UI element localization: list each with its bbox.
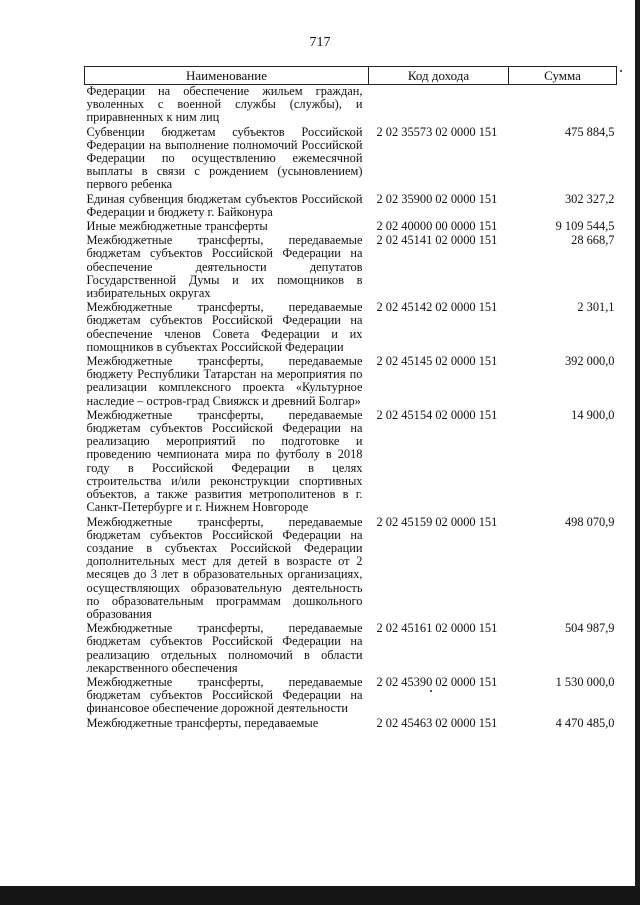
header-code: Код дохода: [369, 67, 509, 85]
scan-speck: [620, 70, 622, 72]
scan-edge-bottom: [0, 886, 640, 905]
row-name: Межбюджетные трансферты, передаваемые бюджетам субъектов Российской Федерации на реализацию отдельных полномочий в области лекарственного обеспечения: [86, 621, 363, 675]
header-sum: Сумма: [509, 67, 617, 85]
scan-edge-right: [635, 0, 640, 905]
row-sum: 1 530 000,0: [555, 674, 615, 689]
revenue-table: [84, 66, 617, 731]
row-code: 2 02 45159 02 0000 151: [376, 514, 498, 529]
row-name: Межбюджетные трансферты, передаваемые бюджету Республики Татарстан на мероприятия по реализации комплексного проекта «Культурное наследие – остров-град Свияжск и древний Болгар»: [86, 354, 363, 408]
row-name: Единая субвенция бюджетам субъектов Российской Федерации и бюджету г. Байконура: [86, 191, 363, 219]
row-name: Межбюджетные трансферты, передаваемые: [86, 715, 319, 730]
row-name: Межбюджетные трансферты, передаваемые бюджетам субъектов Российской Федерации на реализацию мероприятий по подготовке и проведению чемпионата мира по футболу в 2018 году в Российской Федерации в целях строительства и/или реконструкции спортивных объектов, а также развития метрополитенов в г. Санкт-Петербурге и г. Нижнем Новгороде: [86, 407, 363, 515]
row-sum: 392 000,0: [564, 354, 615, 369]
page-number: 717: [309, 35, 331, 50]
row-code: 2 02 45154 02 0000 151: [376, 407, 498, 422]
table-row: [85, 126, 617, 193]
table-row: [85, 516, 617, 623]
row-name: Субвенции бюджетам субъектов Российской Федерации на выполнение полномочий Российской Федерации по осуществлению ежемесячной выплаты в связи с рождением (усыновлением) первого ребенка: [86, 124, 363, 192]
scan-speck: [430, 690, 432, 692]
table-row: [85, 85, 617, 126]
row-sum: 4 470 485,0: [555, 715, 615, 730]
table-row: [85, 717, 617, 731]
row-code: 2 02 35573 02 0000 151: [376, 124, 498, 139]
row-sum: 28 668,7: [571, 233, 615, 248]
row-code: 2 02 45142 02 0000 151: [376, 300, 498, 315]
table-row: [85, 193, 617, 220]
table-row: [85, 622, 617, 676]
table-row: [85, 301, 617, 355]
table-row: [85, 676, 617, 717]
table-row: [85, 409, 617, 516]
row-sum: 2 301,1: [577, 300, 615, 315]
table-row: [85, 234, 617, 301]
row-sum: 475 884,5: [564, 124, 615, 139]
row-sum: 14 900,0: [571, 407, 615, 422]
row-sum: 9 109 544,5: [555, 219, 615, 234]
table-header: [85, 67, 617, 85]
row-code: 2 02 45390 02 0000 151: [376, 674, 498, 689]
row-code: 2 02 45463 02 0000 151: [376, 715, 498, 730]
row-name: Федерации на обеспечение жильем граждан, уволенных с военной службы (службы), и приравненных к ним лиц: [86, 84, 363, 125]
row-name: Межбюджетные трансферты, передаваемые бюджетам субъектов Российской Федерации на обеспечение членов Совета Федерации и их помощников в субъектах Российской Федерации: [86, 300, 363, 354]
row-sum: 302 327,2: [564, 191, 615, 206]
row-code: [369, 85, 509, 126]
row-code: 2 02 45145 02 0000 151: [376, 354, 498, 369]
row-code: 2 02 45141 02 0000 151: [376, 233, 498, 248]
row-sum: 504 987,9: [564, 621, 615, 636]
row-sum: 498 070,9: [564, 514, 615, 529]
table-body: [85, 85, 617, 731]
table-row: [85, 220, 617, 234]
row-name: Иные межбюджетные трансферты: [86, 219, 268, 234]
table-row: [85, 355, 617, 409]
row-name: Межбюджетные трансферты, передаваемые бюджетам субъектов Российской Федерации на обеспечение деятельности депутатов Государственной Думы и их помощников в избирательных округах: [86, 233, 363, 301]
row-code: 2 02 35900 02 0000 151: [376, 191, 498, 206]
row-code: 2 02 40000 00 0000 151: [376, 219, 498, 234]
row-sum: [509, 85, 617, 126]
row-name: Межбюджетные трансферты, передаваемые бюджетам субъектов Российской Федерации на финансовое обеспечение дорожной деятельности: [86, 674, 363, 716]
row-name: Межбюджетные трансферты, передаваемые бюджетам субъектов Российской Федерации на создание в субъектах Российской Федерации дополнительных мест для детей в возрасте от 2 месяцев до 3 лет в образовательных организациях, осуществляющих образовательную деятельность по образовательным программам дошкольного образования: [86, 514, 363, 621]
row-code: 2 02 45161 02 0000 151: [376, 621, 498, 636]
header-name: Наименование: [85, 67, 369, 85]
revenue-table-container: [84, 66, 616, 731]
